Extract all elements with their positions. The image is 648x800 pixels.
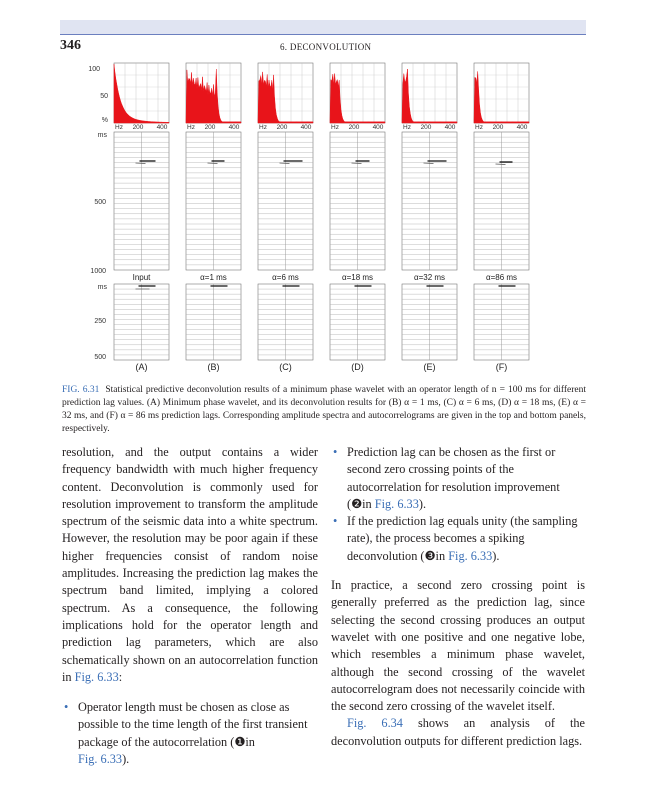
amplitude-spectrum	[186, 69, 241, 123]
paragraph	[62, 444, 318, 686]
panel-title: α=86 ms	[485, 273, 518, 282]
bullet-text: If the prediction lag equals unity (the sampling rate), the process becomes a spiking deconvolution (❸in	[347, 514, 578, 563]
wavelet-lobe	[208, 163, 218, 164]
amplitude-spectrum	[258, 72, 313, 123]
caption-label: FIG. 6.31	[62, 385, 100, 395]
wavelet-lobe	[136, 163, 146, 164]
tick-500-mid: 500	[94, 199, 106, 206]
panel-title: α=18 ms	[341, 273, 374, 282]
paragraph: In practice, a second zero crossing point is generally preferred as the prediction lag, since selecting the second crossing produces an output wavelet with one positive and one negative lobe, which resembles a minimum phase wavelet, although the second crossing of the wavelet autocorrelogram does not necessarily coincide with the second zero crossing of the wavelet itself.	[331, 578, 585, 714]
figure-link[interactable]: Fig. 6.34	[347, 716, 403, 731]
freq-tick-400: 400	[300, 124, 312, 131]
bullet-list	[62, 699, 318, 768]
freq-axis-unit: Hz	[259, 124, 267, 131]
panel-letter: (B)	[207, 362, 220, 372]
bullet-item	[331, 444, 585, 513]
amplitude-spectrum	[474, 71, 529, 123]
paragraph-end: :	[118, 669, 123, 684]
freq-axis-unit: Hz	[115, 124, 123, 131]
body-column-left	[62, 444, 318, 768]
panel-title: Input	[132, 273, 151, 282]
wavelet-lobe	[424, 163, 434, 164]
amplitude-spectrum	[114, 64, 169, 123]
freq-axis-unit: Hz	[331, 124, 339, 131]
figure-link[interactable]: Fig. 6.33	[78, 752, 123, 767]
tick-1000-mid: 1000	[90, 268, 106, 275]
y-tick-100: 100	[88, 66, 100, 73]
paragraph-text: resolution, and the output contains a wider frequency bandwidth with much higher frequency content. Deconvolution is commonly used for resolution improvement to transform the amplitude spectrum of the seismic data into a white spectrum. However, the resolution may be poor again if these higher frequencies consist of random noise amplitudes. Increasing the prediction lag makes the spectrum band limited, implying a colored spectrum. As a consequence, the following implications hold for the operator length and prediction lag parameters, which are also schematically shown on an autocorrelation function in	[62, 445, 318, 684]
freq-tick-400: 400	[444, 124, 456, 131]
freq-tick-400: 400	[156, 124, 168, 131]
freq-axis-unit: Hz	[475, 124, 483, 131]
header-band	[60, 20, 586, 34]
bullet-list	[331, 444, 585, 565]
panel-title: α=32 ms	[413, 273, 446, 282]
amplitude-spectrum	[402, 69, 457, 123]
panel-letter: (A)	[135, 362, 148, 372]
freq-tick-400: 400	[228, 124, 240, 131]
paragraph-text: shows an analysis of the deconvolution outputs for different prediction lags.	[331, 716, 586, 748]
panel-title: α=6 ms	[272, 273, 299, 282]
panel-letter: (D)	[351, 362, 364, 372]
panel-letter: (F)	[495, 362, 508, 372]
spectrum-frame	[474, 63, 529, 123]
panel-title: α=1 ms	[200, 273, 227, 282]
bullet-text: Operator length must be chosen as close as possible to the time length of the first transient package of the autocorrelation (❶in	[78, 700, 308, 749]
figure-link[interactable]: Fig. 6.33	[448, 548, 493, 563]
y-tick-percent: %	[101, 117, 108, 124]
page-number: 346	[60, 38, 81, 53]
bullet-item	[331, 513, 585, 565]
tick-500-bottom: 500	[94, 354, 106, 361]
caption-text: Statistical predictive deconvolution results of a minimum phase wavelet with an operator length of n = 100 ms for different prediction lag values. (A) Minimum phase wavelet, and its deconvolution results for (B) α = 1 ms, (C) α = 6 ms, (D) α = 18 ms, (E) α = 32 ms, and (F) α = 86 ms prediction lags. Corresponding amplitude spectra and autocorrelograms are given in the top and bottom panels, respectively.	[62, 385, 586, 434]
bullet-end: ).	[492, 548, 500, 563]
figure-6-31	[60, 58, 560, 378]
deconvolution-traces-row	[114, 132, 529, 282]
bullet-item	[62, 699, 318, 768]
figure-link[interactable]: Fig. 6.33	[74, 669, 119, 684]
figure-link[interactable]: Fig. 6.33	[374, 496, 419, 511]
panel-letter: (E)	[423, 362, 436, 372]
paragraph	[331, 715, 585, 750]
panel-letter: (C)	[279, 362, 292, 372]
ms-label-mid: ms	[97, 132, 107, 139]
wavelet-lobe	[280, 163, 290, 164]
freq-tick-200: 200	[348, 124, 360, 131]
body-column-right	[331, 444, 585, 750]
freq-tick-200: 200	[276, 124, 288, 131]
bullet-end: ).	[418, 496, 427, 511]
bullet-text: Prediction lag can be chosen as the first or second zero crossing points of the autocorrelation for resolution improvement (❷in	[347, 445, 560, 511]
tick-250-bottom: 250	[94, 318, 106, 325]
freq-axis-unit: Hz	[403, 124, 411, 131]
freq-tick-200: 200	[420, 124, 432, 131]
y-tick-50: 50	[100, 93, 108, 100]
autocorrelogram-row	[114, 284, 529, 372]
figure-caption	[62, 384, 586, 436]
freq-tick-400: 400	[372, 124, 384, 131]
running-head: 6. DECONVOLUTION	[280, 42, 372, 52]
bullet-end: ).	[122, 752, 130, 767]
freq-axis-unit: Hz	[187, 124, 195, 131]
freq-tick-200: 200	[132, 124, 144, 131]
ms-label-bottom: ms	[97, 284, 107, 291]
wavelet-lobe	[352, 163, 362, 164]
freq-tick-200: 200	[492, 124, 504, 131]
spectra-row	[114, 63, 529, 131]
wavelet-lobe	[496, 164, 506, 165]
freq-tick-200: 200	[204, 124, 216, 131]
amplitude-spectrum	[330, 74, 385, 124]
freq-tick-400: 400	[516, 124, 528, 131]
header-rule	[60, 34, 586, 35]
